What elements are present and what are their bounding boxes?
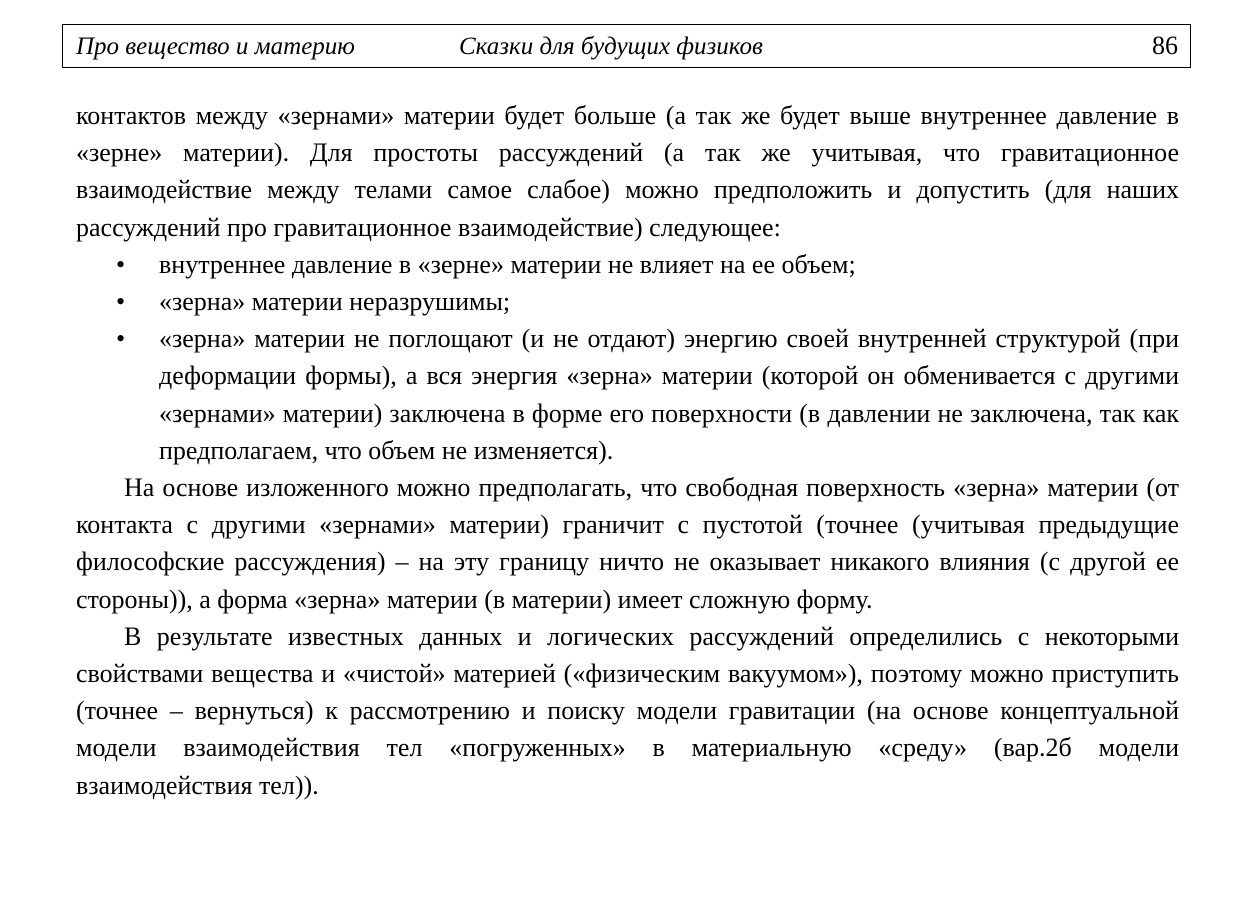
list-item <box>76 246 1179 283</box>
list-item-text: «зерна» материи не поглощают (и не отдают) энергию своей внутренней структурой (при деформации формы), а вся энергия «зерна» материи (которой он обменивается с другими «зернами» материи) заключена в форме его поверхности (в давлении не заключена, так как предполагаем, что объем не изменяется). <box>159 324 1179 465</box>
list-item <box>76 283 1179 320</box>
paragraph-conclusion: На основе изложенного можно предполагать, что свободная поверхность «зерна» материи (от контакта с другими «зернами» материи) граничит с пустотой (точнее (учитывая предыдущие философские рассуждения) – на эту границу ничто не оказывает никакого влияния (с другой ее стороны)), а форма «зерна» материи (в материи) имеет сложную форму. <box>76 473 1179 614</box>
paragraph-gravity-model: В результате известных данных и логических рассуждений определились с некоторыми свойствами вещества и «чистой» материей («физическим вакуумом»), поэтому можно приступить (точнее – вернуться) к рассмотрению и поиску модели гравитации (на основе концептуальной модели взаимодействия тел «погруженных» в материальную «среду» (вар.2б модели взаимодействия тел)). <box>76 621 1179 800</box>
assumptions-list <box>76 246 1179 469</box>
bullet-icon: • <box>116 324 126 354</box>
list-item-text: «зерна» материи неразрушимы; <box>159 287 511 317</box>
book-title: Про вещество и материю <box>76 33 355 60</box>
page-header <box>62 24 1191 68</box>
intro-paragraph: контактов между «зернами» материи будет больше (а так же будет выше внутреннее давление в «зерне» материи). Для простоты рассуждений (а так же учитывая, что гравитационное взаимодействие между телами самое слабое) можно предположить и допустить (для наших рассуждений про гравитационное взаимодействие) следующее: <box>76 101 1179 242</box>
list-item-text: внутреннее давление в «зерне» материи не влияет на ее объем; <box>159 249 856 279</box>
page-number: 86 <box>1152 31 1178 60</box>
series-title: Сказки для будущих физиков <box>459 33 763 60</box>
bullet-icon: • <box>116 249 126 279</box>
page-body <box>76 97 1179 804</box>
list-item <box>76 320 1179 469</box>
bullet-icon: • <box>116 287 126 317</box>
